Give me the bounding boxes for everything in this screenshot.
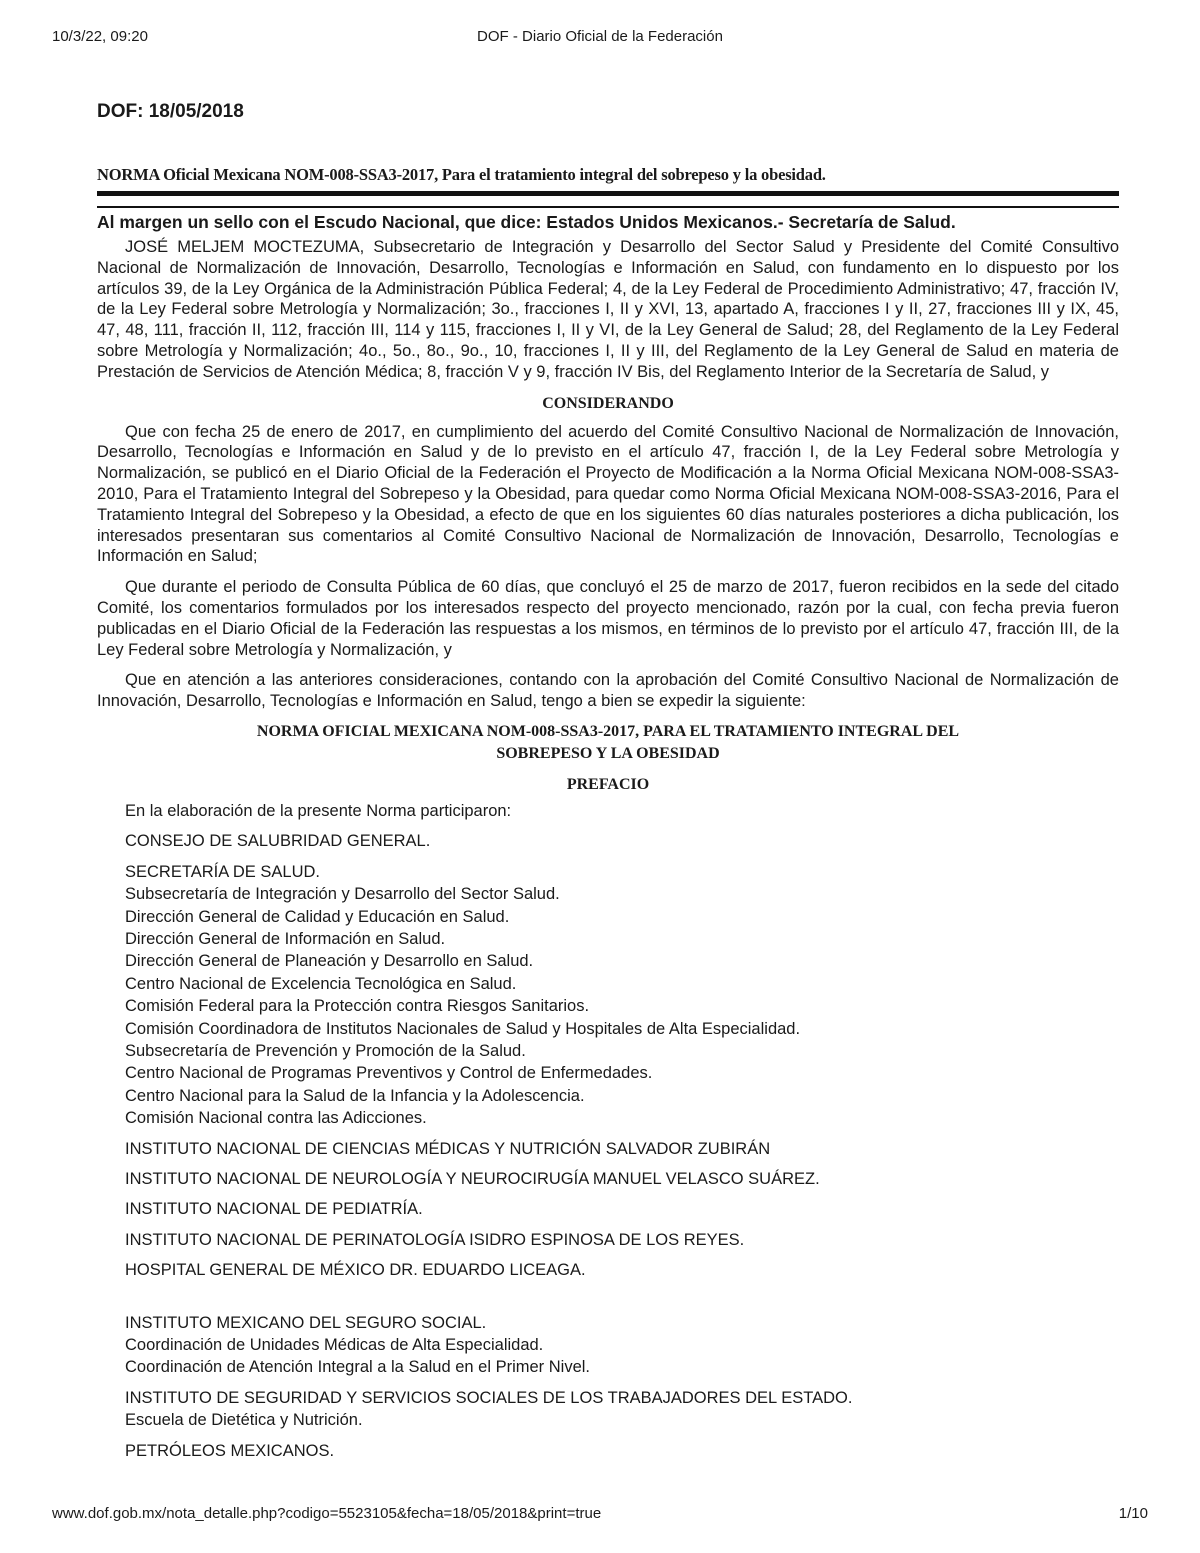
list-item: Comisión Coordinadora de Institutos Nacionales de Salud y Hospitales de Alta Especialidad. (125, 1019, 801, 1038)
list-item: Centro Nacional de Excelencia Tecnológica en Salud. (125, 974, 517, 993)
list-item: Dirección General de Planeación y Desarrollo en Salud. (125, 952, 534, 971)
title-divider-thick (97, 191, 1119, 196)
prefacio-heading: PREFACIO (566, 775, 650, 793)
print-header (52, 28, 1148, 50)
list-item: CONSEJO DE SALUBRIDAD GENERAL. (125, 832, 431, 851)
page-url[interactable]: www.dof.gob.mx/nota_detalle.php?codigo=5523105&fecha=18/05/2018&print=true (52, 1505, 602, 1522)
list-item: INSTITUTO NACIONAL DE NEUROLOGÍA Y NEUROCIRUGÍA MANUEL VELASCO SUÁREZ. (125, 1170, 820, 1189)
list-item: PETRÓLEOS MEXICANOS. (125, 1441, 335, 1460)
participants-intro: En la elaboración de la presente Norma participaron: (125, 801, 512, 820)
list-item: Comisión Federal para la Protección contra Riesgos Sanitarios. (125, 997, 590, 1016)
list-item: INSTITUTO NACIONAL DE PEDIATRÍA. (125, 1200, 423, 1219)
print-page-title: DOF - Diario Oficial de la Federación (477, 28, 723, 45)
considerando-paragraph: Que durante el periodo de Consulta Pública de 60 días, que concluyó el 25 de marzo de 2017, fueron recibidos en la sede del citado Comité, los comentarios formulados por los interesados respecto del proyecto mencionado, razón por la cual, con fecha previa fueron publicadas en el Diario Oficial de la Federación las respuestas a los mismos, en términos de lo previsto por el artículo 47, fracción III, de la Ley Federal sobre Metrología y Normalización, y (97, 578, 1119, 659)
print-datetime: 10/3/22, 09:20 (52, 28, 148, 45)
list-item: Escuela de Dietética y Nutrición. (125, 1411, 363, 1430)
norma-heading-line1: NORMA OFICIAL MEXICANA NOM-008-SSA3-2017, PARA EL TRATAMIENTO INTEGRAL DEL (256, 722, 960, 740)
margin-note: Al margen un sello con el Escudo Nacional, que dice: Estados Unidos Mexicanos.- Secretaría de Salud. (97, 212, 956, 232)
list-item: Centro Nacional para la Salud de la Infancia y la Adolescencia. (125, 1086, 585, 1105)
list-item: SECRETARÍA DE SALUD. (125, 862, 320, 881)
list-item: Coordinación de Unidades Médicas de Alta Especialidad. (125, 1336, 544, 1355)
norma-title: NORMA Oficial Mexicana NOM-008-SSA3-2017, Para el tratamiento integral del sobrepeso y la obesidad. (97, 165, 826, 184)
list-item: INSTITUTO DE SEGURIDAD Y SERVICIOS SOCIALES DE LOS TRABAJADORES DEL ESTADO. (125, 1388, 853, 1407)
document-body (97, 101, 1119, 1462)
norma-heading-line2: SOBREPESO Y LA OBESIDAD (496, 744, 720, 762)
list-item: INSTITUTO NACIONAL DE PERINATOLOGÍA ISIDRO ESPINOSA DE LOS REYES. (125, 1230, 745, 1249)
list-item: Coordinación de Atención Integral a la Salud en el Primer Nivel. (125, 1358, 591, 1377)
title-divider-thin (97, 206, 1119, 208)
list-item: HOSPITAL GENERAL DE MÉXICO DR. EDUARDO LICEAGA. (125, 1261, 586, 1280)
considerando-heading: CONSIDERANDO (542, 394, 674, 412)
considerando-paragraph: Que en atención a las anteriores consideraciones, contando con la aprobación del Comité Consultivo Nacional de Normalización de Innovación, Desarrollo, Tecnologías e Información en Salud, tengo a bien se expedir la siguiente: (97, 671, 1119, 711)
list-item: INSTITUTO MEXICANO DEL SEGURO SOCIAL. (125, 1313, 487, 1332)
participants-list (125, 800, 1119, 1462)
list-item: Dirección General de Calidad y Educación en Salud. (125, 907, 510, 926)
list-item: Subsecretaría de Integración y Desarrollo del Sector Salud. (125, 885, 560, 904)
list-item: Centro Nacional de Programas Preventivos y Control de Enfermedades. (125, 1064, 653, 1083)
considerando-paragraph: Que con fecha 25 de enero de 2017, en cumplimiento del acuerdo del Comité Consultivo Nacional de Normalización de Innovación, Desarrollo, Tecnologías e Información en Salud y de lo previsto en el artículo 47, fracción I, de la Ley Federal sobre Metrología y Normalización, se publicó en el Diario Oficial de la Federación el Proyecto de Modificación a la Norma Oficial Mexicana NOM-008-SSA3-2010, Para el Tratamiento Integral del Sobrepeso y la Obesidad, para quedar como Norma Oficial Mexicana NOM-008-SSA3-2016, Para el Tratamiento Integral del Sobrepeso y la Obesidad, a efecto de que en los siguientes 60 días naturales posteriores a dicha publicación, los interesados presentaran sus comentarios al Comité Consultivo Nacional de Normalización de Innovación, Desarrollo, Tecnologías e Información en Salud; (97, 422, 1119, 566)
intro-paragraph: JOSÉ MELJEM MOCTEZUMA, Subsecretario de Integración y Desarrollo del Sector Salud y Presidente del Comité Consultivo Nacional de Normalización de Innovación, Desarrollo, Tecnologías e Información en Salud, con fundamento en lo dispuesto por los artículos 39, de la Ley Orgánica de la Administración Pública Federal; 4, de la Ley Federal de Procedimiento Administrativo; 47, fracción IV, de la Ley Federal sobre Metrología y Normalización; 3o., fracciones I, II y XVI, 13, apartado A, fracciones I y II, 27, fracciones III y IX, 45, 47, 48, 111, fracción II, 112, fracción III, 114 y 115, fracciones I, II y VI, de la Ley General de Salud; 28, del Reglamento de la Ley Federal sobre Metrología y Normalización; 4o., 5o., 8o., 9o., 10, fracciones I, II y III, del Reglamento de la Ley General de Salud en materia de Prestación de Servicios de Atención Médica; 8, fracción V y 9, fracción IV Bis, del Reglamento Interior de la Secretaría de Salud, y (97, 238, 1119, 381)
norma-heading (97, 721, 1119, 765)
page-number: 1/10 (1118, 1505, 1148, 1522)
list-item: Comisión Nacional contra las Adicciones. (125, 1109, 427, 1128)
list-item: Dirección General de Información en Salud. (125, 929, 446, 948)
list-item: Subsecretaría de Prevención y Promoción de la Salud. (125, 1042, 526, 1060)
dof-date: DOF: 18/05/2018 (97, 101, 244, 122)
list-item: INSTITUTO NACIONAL DE CIENCIAS MÉDICAS Y NUTRICIÓN SALVADOR ZUBIRÁN (125, 1139, 771, 1158)
